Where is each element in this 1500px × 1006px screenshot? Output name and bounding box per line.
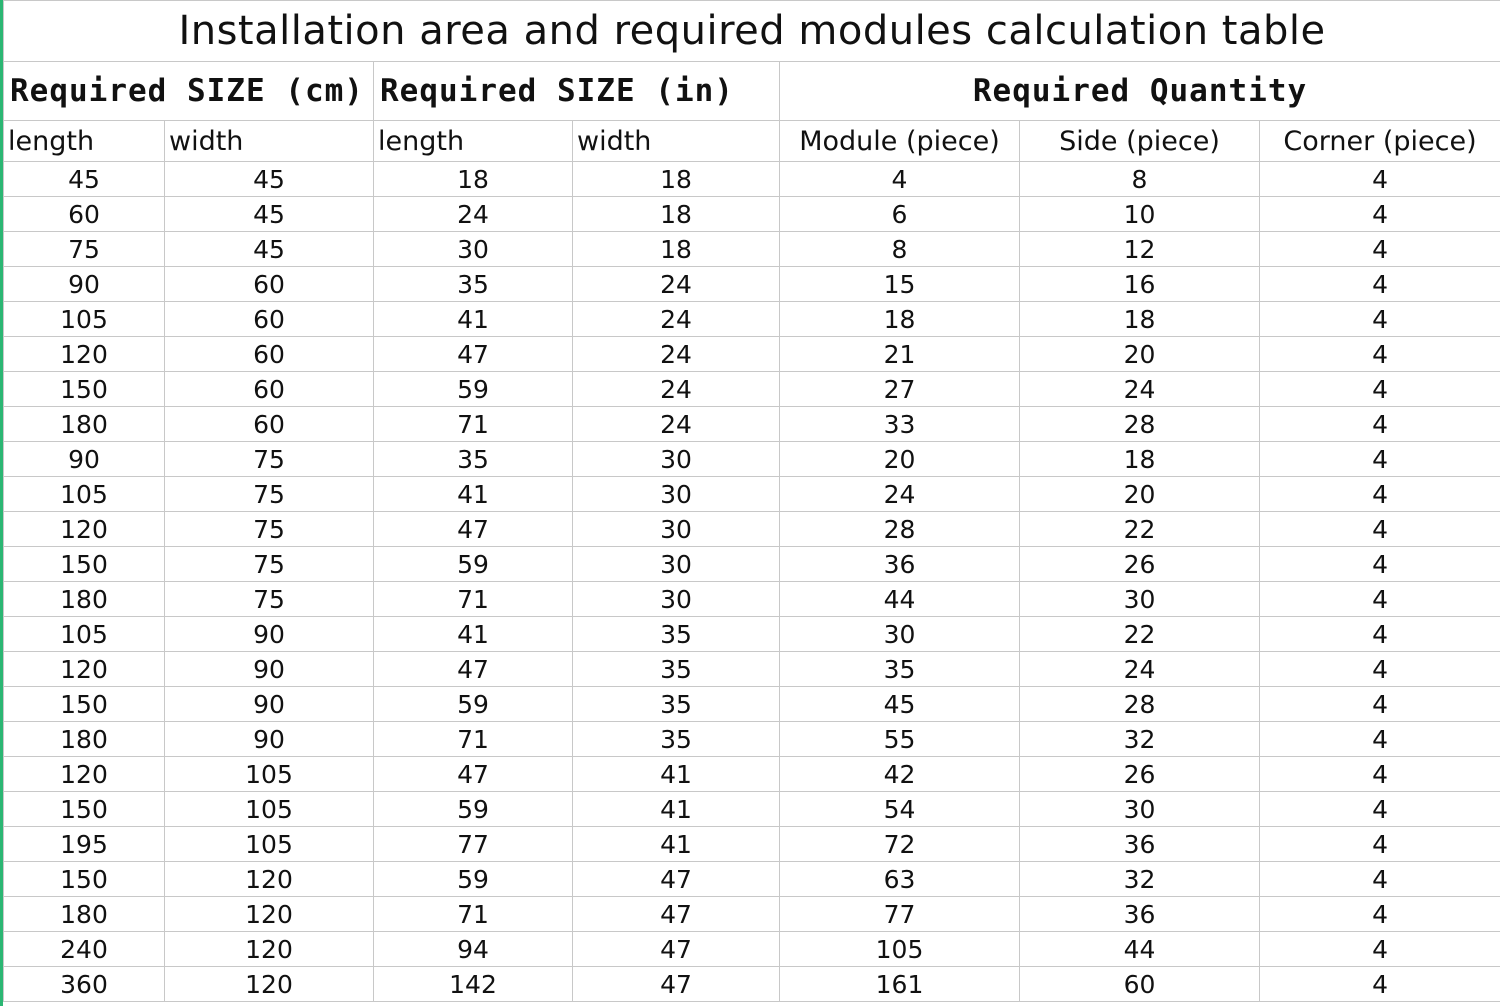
cell-cm-length[interactable]: 150 [4, 547, 165, 582]
cell-corner[interactable]: 4 [1260, 442, 1500, 477]
cell-module[interactable]: 42 [780, 757, 1020, 792]
cell-module[interactable]: 55 [780, 722, 1020, 757]
cell-in-width[interactable]: 18 [573, 232, 780, 267]
cell-module[interactable]: 21 [780, 337, 1020, 372]
cell-cm-width[interactable]: 75 [165, 582, 374, 617]
cell-side[interactable]: 28 [1020, 687, 1260, 722]
cell-corner[interactable]: 4 [1260, 757, 1500, 792]
cell-cm-width[interactable]: 45 [165, 162, 374, 197]
cell-side[interactable]: 28 [1020, 407, 1260, 442]
cell-side[interactable]: 22 [1020, 617, 1260, 652]
cell-in-length[interactable]: 59 [374, 372, 573, 407]
cell-in-length[interactable]: 35 [374, 267, 573, 302]
column-header-row [4, 121, 1500, 162]
cell-side[interactable]: 10 [1020, 197, 1260, 232]
cell-corner[interactable]: 4 [1260, 652, 1500, 687]
cell-cm-width[interactable]: 60 [165, 302, 374, 337]
col-header-in-width[interactable]: width [573, 121, 780, 162]
cell-side[interactable]: 36 [1020, 897, 1260, 932]
cell-in-length[interactable]: 47 [374, 652, 573, 687]
cell-in-width[interactable]: 30 [573, 582, 780, 617]
table-row [4, 792, 1500, 827]
table-row [4, 442, 1500, 477]
table-row [4, 687, 1500, 722]
cell-in-length[interactable]: 24 [374, 197, 573, 232]
cell-in-width[interactable]: 18 [573, 197, 780, 232]
cell-cm-length[interactable]: 180 [4, 722, 165, 757]
cell-side[interactable]: 44 [1020, 932, 1260, 967]
table-row [4, 932, 1500, 967]
cell-in-length[interactable]: 71 [374, 897, 573, 932]
col-header-cm-length[interactable]: length [4, 121, 165, 162]
cell-in-length[interactable]: 41 [374, 302, 573, 337]
cell-module[interactable]: 20 [780, 442, 1020, 477]
cell-cm-width[interactable]: 60 [165, 407, 374, 442]
table-row [4, 512, 1500, 547]
cell-module[interactable]: 63 [780, 862, 1020, 897]
table-row [4, 967, 1500, 1002]
cell-cm-length[interactable]: 195 [4, 827, 165, 862]
table-row [4, 407, 1500, 442]
cell-in-width[interactable]: 47 [573, 967, 780, 1002]
cell-side[interactable]: 24 [1020, 652, 1260, 687]
cell-corner[interactable]: 4 [1260, 197, 1500, 232]
cell-in-width[interactable]: 35 [573, 722, 780, 757]
group-header-cm[interactable]: Required SIZE (cm) [4, 62, 374, 121]
cell-in-width[interactable]: 47 [573, 932, 780, 967]
cell-in-width[interactable]: 18 [573, 162, 780, 197]
cell-module[interactable]: 28 [780, 512, 1020, 547]
cell-cm-length[interactable]: 45 [4, 162, 165, 197]
table-row [4, 862, 1500, 897]
cell-in-length[interactable]: 47 [374, 757, 573, 792]
cell-in-length[interactable]: 59 [374, 547, 573, 582]
cell-cm-length[interactable]: 180 [4, 582, 165, 617]
cell-cm-width[interactable]: 75 [165, 442, 374, 477]
cell-in-length[interactable]: 71 [374, 407, 573, 442]
cell-module[interactable]: 105 [780, 932, 1020, 967]
cell-in-width[interactable]: 47 [573, 862, 780, 897]
cell-cm-width[interactable]: 60 [165, 267, 374, 302]
calculation-table [3, 0, 1500, 1002]
cell-side[interactable]: 32 [1020, 862, 1260, 897]
cell-module[interactable]: 44 [780, 582, 1020, 617]
cell-in-width[interactable]: 30 [573, 442, 780, 477]
table-row [4, 722, 1500, 757]
title-row [4, 1, 1500, 62]
cell-module[interactable]: 45 [780, 687, 1020, 722]
cell-side[interactable]: 12 [1020, 232, 1260, 267]
cell-cm-length[interactable]: 180 [4, 897, 165, 932]
cell-in-width[interactable]: 47 [573, 897, 780, 932]
cell-corner[interactable]: 4 [1260, 337, 1500, 372]
col-header-corner[interactable]: Corner (piece) [1260, 121, 1500, 162]
cell-side[interactable]: 24 [1020, 372, 1260, 407]
cell-corner[interactable]: 4 [1260, 967, 1500, 1002]
cell-cm-length[interactable]: 240 [4, 932, 165, 967]
cell-module[interactable]: 72 [780, 827, 1020, 862]
cell-corner[interactable]: 4 [1260, 407, 1500, 442]
cell-side[interactable]: 8 [1020, 162, 1260, 197]
cell-module[interactable]: 24 [780, 477, 1020, 512]
cell-cm-length[interactable]: 150 [4, 372, 165, 407]
cell-in-length[interactable]: 18 [374, 162, 573, 197]
cell-corner[interactable]: 4 [1260, 267, 1500, 302]
cell-cm-length[interactable]: 120 [4, 337, 165, 372]
cell-cm-width[interactable]: 90 [165, 687, 374, 722]
cell-cm-width[interactable]: 90 [165, 617, 374, 652]
cell-cm-width[interactable]: 90 [165, 652, 374, 687]
cell-cm-length[interactable]: 150 [4, 792, 165, 827]
cell-cm-width[interactable]: 120 [165, 932, 374, 967]
table-row [4, 547, 1500, 582]
cell-corner[interactable]: 4 [1260, 792, 1500, 827]
cell-in-length[interactable]: 71 [374, 582, 573, 617]
cell-module[interactable]: 161 [780, 967, 1020, 1002]
cell-cm-length[interactable]: 120 [4, 512, 165, 547]
cell-module[interactable]: 18 [780, 302, 1020, 337]
cell-module[interactable]: 4 [780, 162, 1020, 197]
cell-side[interactable]: 20 [1020, 337, 1260, 372]
cell-in-length[interactable]: 47 [374, 512, 573, 547]
cell-in-width[interactable]: 30 [573, 547, 780, 582]
cell-cm-width[interactable]: 90 [165, 722, 374, 757]
table-row [4, 337, 1500, 372]
cell-in-length[interactable]: 59 [374, 687, 573, 722]
col-header-cm-width[interactable]: width [165, 121, 374, 162]
cell-corner[interactable]: 4 [1260, 827, 1500, 862]
cell-in-length[interactable]: 59 [374, 792, 573, 827]
cell-cm-width[interactable]: 45 [165, 197, 374, 232]
cell-module[interactable]: 30 [780, 617, 1020, 652]
cell-cm-length[interactable]: 150 [4, 687, 165, 722]
cell-in-width[interactable]: 24 [573, 302, 780, 337]
table-row [4, 197, 1500, 232]
group-header-quantity[interactable]: Required Quantity [780, 62, 1500, 121]
table-row [4, 827, 1500, 862]
cell-corner[interactable]: 4 [1260, 617, 1500, 652]
cell-cm-length[interactable]: 105 [4, 302, 165, 337]
cell-in-length[interactable]: 47 [374, 337, 573, 372]
cell-cm-width[interactable]: 60 [165, 337, 374, 372]
cell-in-length[interactable]: 41 [374, 617, 573, 652]
cell-side[interactable]: 60 [1020, 967, 1260, 1002]
cell-cm-width[interactable]: 75 [165, 512, 374, 547]
cell-corner[interactable]: 4 [1260, 582, 1500, 617]
cell-module[interactable]: 33 [780, 407, 1020, 442]
cell-in-length[interactable]: 41 [374, 477, 573, 512]
group-header-row [4, 62, 1500, 121]
cell-cm-length[interactable]: 120 [4, 652, 165, 687]
cell-side[interactable]: 18 [1020, 442, 1260, 477]
col-header-side[interactable]: Side (piece) [1020, 121, 1260, 162]
table-row [4, 302, 1500, 337]
cell-cm-width[interactable]: 120 [165, 862, 374, 897]
table-row [4, 652, 1500, 687]
cell-cm-width[interactable]: 105 [165, 792, 374, 827]
cell-cm-width[interactable]: 45 [165, 232, 374, 267]
cell-corner[interactable]: 4 [1260, 862, 1500, 897]
cell-cm-length[interactable]: 60 [4, 197, 165, 232]
cell-in-width[interactable]: 35 [573, 652, 780, 687]
table-row [4, 232, 1500, 267]
cell-in-width[interactable]: 30 [573, 477, 780, 512]
cell-module[interactable]: 77 [780, 897, 1020, 932]
table-title[interactable]: Installation area and required modules calculation table [4, 1, 1500, 62]
cell-module[interactable]: 6 [780, 197, 1020, 232]
cell-side[interactable]: 26 [1020, 757, 1260, 792]
cell-module[interactable]: 54 [780, 792, 1020, 827]
cell-side[interactable]: 30 [1020, 792, 1260, 827]
cell-module[interactable]: 35 [780, 652, 1020, 687]
cell-cm-width[interactable]: 120 [165, 967, 374, 1002]
cell-side[interactable]: 18 [1020, 302, 1260, 337]
cell-in-width[interactable]: 41 [573, 757, 780, 792]
cell-side[interactable]: 30 [1020, 582, 1260, 617]
cell-in-length[interactable]: 71 [374, 722, 573, 757]
cell-corner[interactable]: 4 [1260, 302, 1500, 337]
cell-module[interactable]: 8 [780, 232, 1020, 267]
cell-in-length[interactable]: 35 [374, 442, 573, 477]
cell-cm-width[interactable]: 120 [165, 897, 374, 932]
cell-module[interactable]: 27 [780, 372, 1020, 407]
cell-cm-length[interactable]: 120 [4, 757, 165, 792]
col-header-in-length[interactable]: length [374, 121, 573, 162]
cell-cm-width[interactable]: 105 [165, 757, 374, 792]
cell-cm-length[interactable]: 90 [4, 442, 165, 477]
cell-corner[interactable]: 4 [1260, 232, 1500, 267]
cell-cm-length[interactable]: 90 [4, 267, 165, 302]
cell-cm-width[interactable]: 75 [165, 477, 374, 512]
cell-corner[interactable]: 4 [1260, 687, 1500, 722]
cell-side[interactable]: 36 [1020, 827, 1260, 862]
cell-in-width[interactable]: 30 [573, 512, 780, 547]
cell-cm-length[interactable]: 75 [4, 232, 165, 267]
cell-cm-width[interactable]: 60 [165, 372, 374, 407]
cell-side[interactable]: 16 [1020, 267, 1260, 302]
table-row [4, 617, 1500, 652]
table-row [4, 582, 1500, 617]
table-row [4, 267, 1500, 302]
cell-cm-width[interactable]: 75 [165, 547, 374, 582]
cell-corner[interactable]: 4 [1260, 932, 1500, 967]
cell-cm-length[interactable]: 180 [4, 407, 165, 442]
cell-in-width[interactable]: 24 [573, 337, 780, 372]
cell-corner[interactable]: 4 [1260, 512, 1500, 547]
cell-side[interactable]: 32 [1020, 722, 1260, 757]
cell-side[interactable]: 22 [1020, 512, 1260, 547]
cell-cm-width[interactable]: 105 [165, 827, 374, 862]
table-row [4, 162, 1500, 197]
cell-corner[interactable]: 4 [1260, 722, 1500, 757]
cell-module[interactable]: 36 [780, 547, 1020, 582]
table-row [4, 372, 1500, 407]
cell-side[interactable]: 20 [1020, 477, 1260, 512]
cell-corner[interactable]: 4 [1260, 372, 1500, 407]
cell-side[interactable]: 26 [1020, 547, 1260, 582]
cell-in-length[interactable]: 59 [374, 862, 573, 897]
cell-in-width[interactable]: 35 [573, 617, 780, 652]
cell-in-width[interactable]: 24 [573, 267, 780, 302]
table-row [4, 757, 1500, 792]
cell-module[interactable]: 15 [780, 267, 1020, 302]
cell-in-length[interactable]: 94 [374, 932, 573, 967]
cell-in-length[interactable]: 30 [374, 232, 573, 267]
cell-corner[interactable]: 4 [1260, 897, 1500, 932]
table-row [4, 477, 1500, 512]
cell-in-length[interactable]: 142 [374, 967, 573, 1002]
cell-in-width[interactable]: 41 [573, 792, 780, 827]
cell-cm-length[interactable]: 105 [4, 617, 165, 652]
cell-in-length[interactable]: 77 [374, 827, 573, 862]
cell-cm-length[interactable]: 150 [4, 862, 165, 897]
cell-in-width[interactable]: 41 [573, 827, 780, 862]
cell-corner[interactable]: 4 [1260, 477, 1500, 512]
col-header-module[interactable]: Module (piece) [780, 121, 1020, 162]
table-row [4, 897, 1500, 932]
cell-in-width[interactable]: 24 [573, 372, 780, 407]
cell-cm-length[interactable]: 360 [4, 967, 165, 1002]
cell-cm-length[interactable]: 105 [4, 477, 165, 512]
cell-corner[interactable]: 4 [1260, 162, 1500, 197]
cell-in-width[interactable]: 24 [573, 407, 780, 442]
group-header-in[interactable]: Required SIZE (in) [374, 62, 780, 121]
cell-in-width[interactable]: 35 [573, 687, 780, 722]
cell-corner[interactable]: 4 [1260, 547, 1500, 582]
